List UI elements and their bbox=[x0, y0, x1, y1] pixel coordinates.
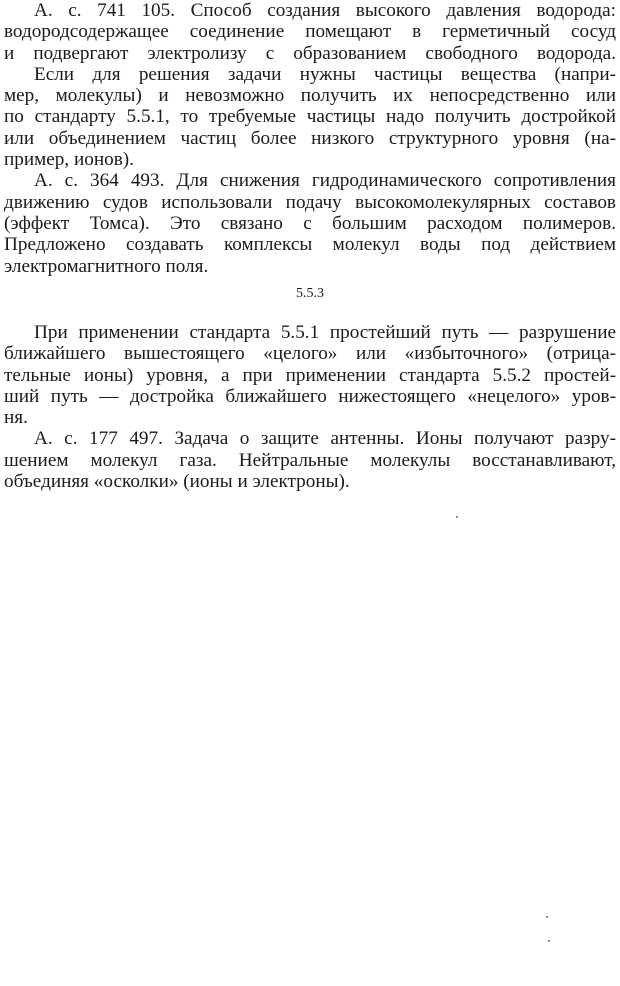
text-line: А. с. 177 497. Задача о защите антенны. Ионы получают разру- bbox=[34, 428, 616, 450]
text-line: по стандарту 5.5.1, то требуемые частицы надо получить достройкой bbox=[4, 106, 616, 128]
text-line: При применении стандарта 5.5.1 простейший путь — разрушение bbox=[34, 322, 616, 343]
text-line: ня. bbox=[4, 407, 28, 429]
section-heading: 5.5.3 bbox=[296, 286, 324, 301]
text-line: пример, ионов). bbox=[4, 149, 134, 171]
text-line: водородсодержащее соединение помещают в герметичный сосуд bbox=[4, 21, 616, 43]
text-line: мер, молекулы) и невозможно получить их непосредственно или bbox=[4, 85, 616, 107]
text-block-after-heading bbox=[4, 322, 616, 492]
text-line: А. с. 364 493. Для снижения гидродинамического сопротивления bbox=[34, 170, 616, 192]
text-line: Если для решения задачи нужны частицы вещества (напри- bbox=[34, 63, 616, 85]
text-line: А. с. 741 105. Способ создания высокого давления водорода: bbox=[34, 0, 616, 21]
scan-speck bbox=[456, 516, 458, 518]
text-line: ший путь — достройка ближайшего нижестоящего «нецелого» уров- bbox=[4, 385, 616, 407]
text-line: тельные ионы) уровня, а при применении стандарта 5.5.2 простей- bbox=[4, 364, 616, 386]
text-line: или объединением частиц более низкого структурного уровня (на- bbox=[4, 127, 616, 149]
text-line: движению судов использовали подачу высокомолекулярных составов bbox=[4, 191, 616, 213]
scan-speck bbox=[548, 940, 550, 942]
text-line: и подвергают электролизу с образованием свободного водорода. bbox=[4, 42, 616, 64]
text-line: шением молекул газа. Нейтральные молекулы восстанавливают, bbox=[4, 449, 616, 471]
text-line: электромагнитного поля. bbox=[4, 255, 209, 277]
text-line: объединяя «осколки» (ионы и электроны). bbox=[4, 471, 350, 493]
text-line: (эффект Томса). Это связано с большим расходом полимеров. bbox=[4, 212, 616, 234]
text-block-before-heading bbox=[4, 0, 616, 277]
scan-speck bbox=[546, 916, 548, 918]
text-line: ближайшего вышестоящего «целого» или «избыточного» (отрица- bbox=[4, 343, 616, 365]
text-line: Предложено создавать комплексы молекул воды под действием bbox=[4, 234, 616, 256]
